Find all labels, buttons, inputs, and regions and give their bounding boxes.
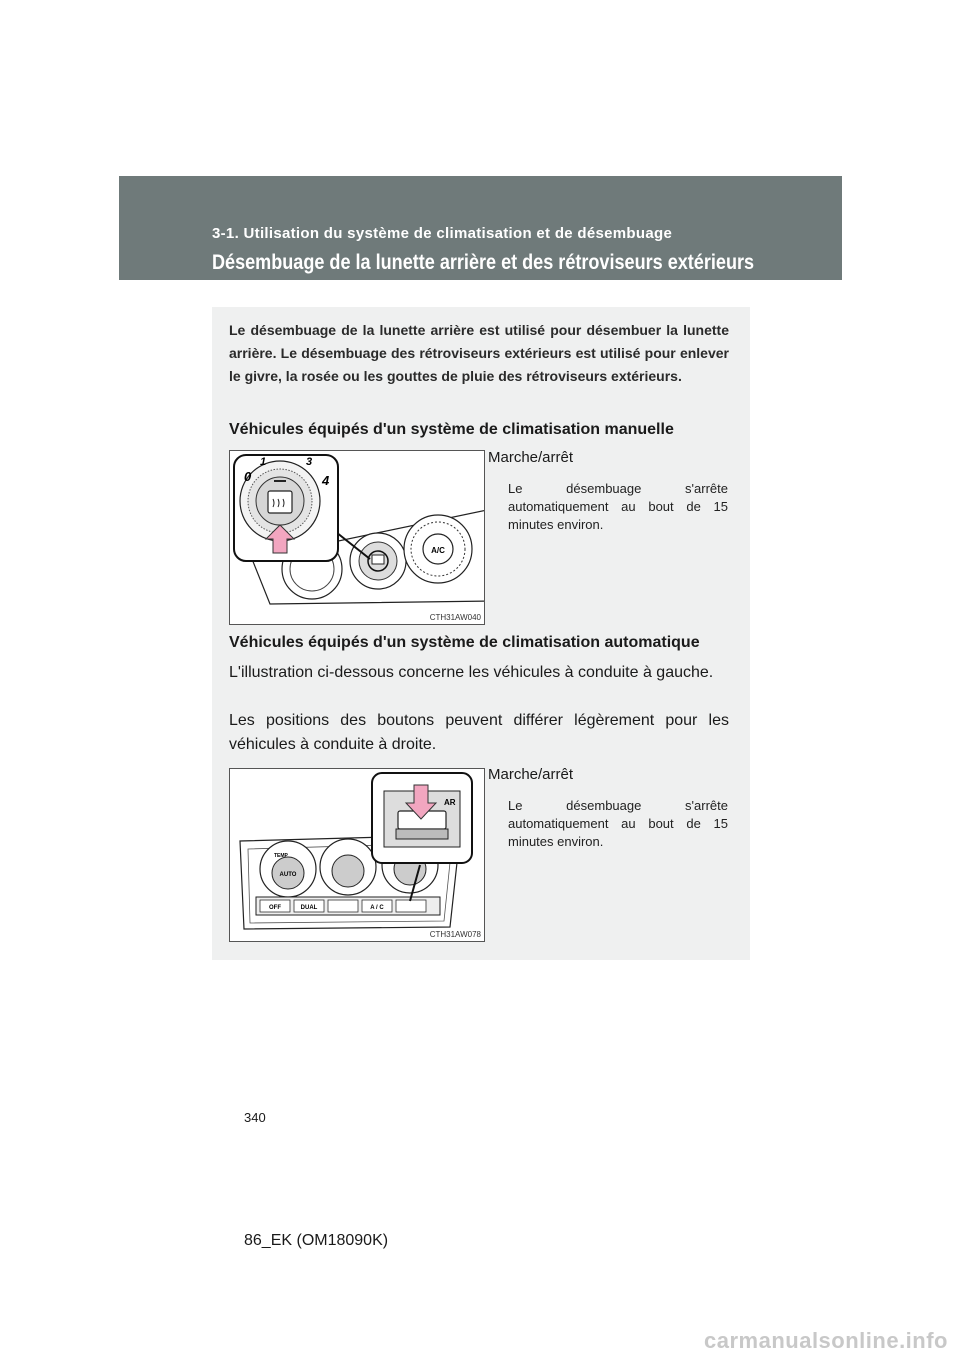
manual-control-illustration	[230, 451, 484, 624]
rear-label: AR	[444, 798, 456, 807]
automatic-note: Le désembuage s'arrête automatiquement au bout de 15 minutes environ.	[508, 798, 728, 849]
manual-note: Le désembuage s'arrête automatiquement au bout de 15 minutes environ.	[508, 481, 728, 532]
panel-button-ac: A / C	[370, 905, 384, 911]
content-panel	[212, 307, 750, 960]
section-title: 3-1. Utilisation du système de climatisation et de désembuage	[212, 225, 673, 242]
dial-number-4: 4	[322, 473, 330, 488]
automatic-paragraph-1: L'illustration ci-dessous concerne les véhicules à conduite à gauche.	[229, 664, 714, 681]
watermark: carmanualsonline.info	[704, 1328, 948, 1353]
chapter-header	[119, 176, 842, 280]
automatic-paragraph-2: Les positions des boutons peuvent différer légèrement pour les véhicules à conduite à droite.	[229, 712, 729, 753]
knob-label-temp: TEMP	[274, 853, 288, 859]
panel-button-dual: DUAL	[300, 905, 318, 911]
dial-number-0: 0	[244, 469, 252, 484]
intro-paragraph: Le désembuage de la lunette arrière est utilisé pour désembuer la lunette arrière. Le désembuage des rétroviseurs extérieurs est utilisé pour enlever le givre, la rosée ou les gouttes de pluie des rétroviseurs extérieurs.	[229, 322, 729, 384]
automatic-heading: Véhicules équipés d'un système de climatisation automatique	[229, 634, 700, 651]
dial-number-1: 1	[260, 456, 267, 468]
ac-label: A/C	[431, 546, 445, 555]
manual-heading: Véhicules équipés d'un système de climatisation manuelle	[229, 421, 674, 438]
small-defrost-button	[372, 555, 384, 564]
page-number: 340	[244, 1110, 266, 1125]
knob-label-auto: AUTO	[279, 872, 297, 878]
dial-number-3: 3	[306, 456, 313, 468]
manual-control-figure	[229, 450, 485, 625]
page-title: Désembuage de la lunette arrière et des rétroviseurs extérieurs	[212, 251, 755, 274]
automatic-control-illustration	[230, 769, 484, 941]
figure-code: CTH31AW078	[429, 930, 481, 939]
document-code: 86_EK (OM18090K)	[244, 1232, 389, 1249]
panel-button-off: OFF	[269, 905, 281, 911]
automatic-on-off-label: Marche/arrêt	[488, 766, 574, 783]
manual-on-off-label: Marche/arrêt	[488, 449, 574, 466]
automatic-control-figure	[229, 768, 485, 942]
figure-code: CTH31AW040	[429, 613, 481, 622]
